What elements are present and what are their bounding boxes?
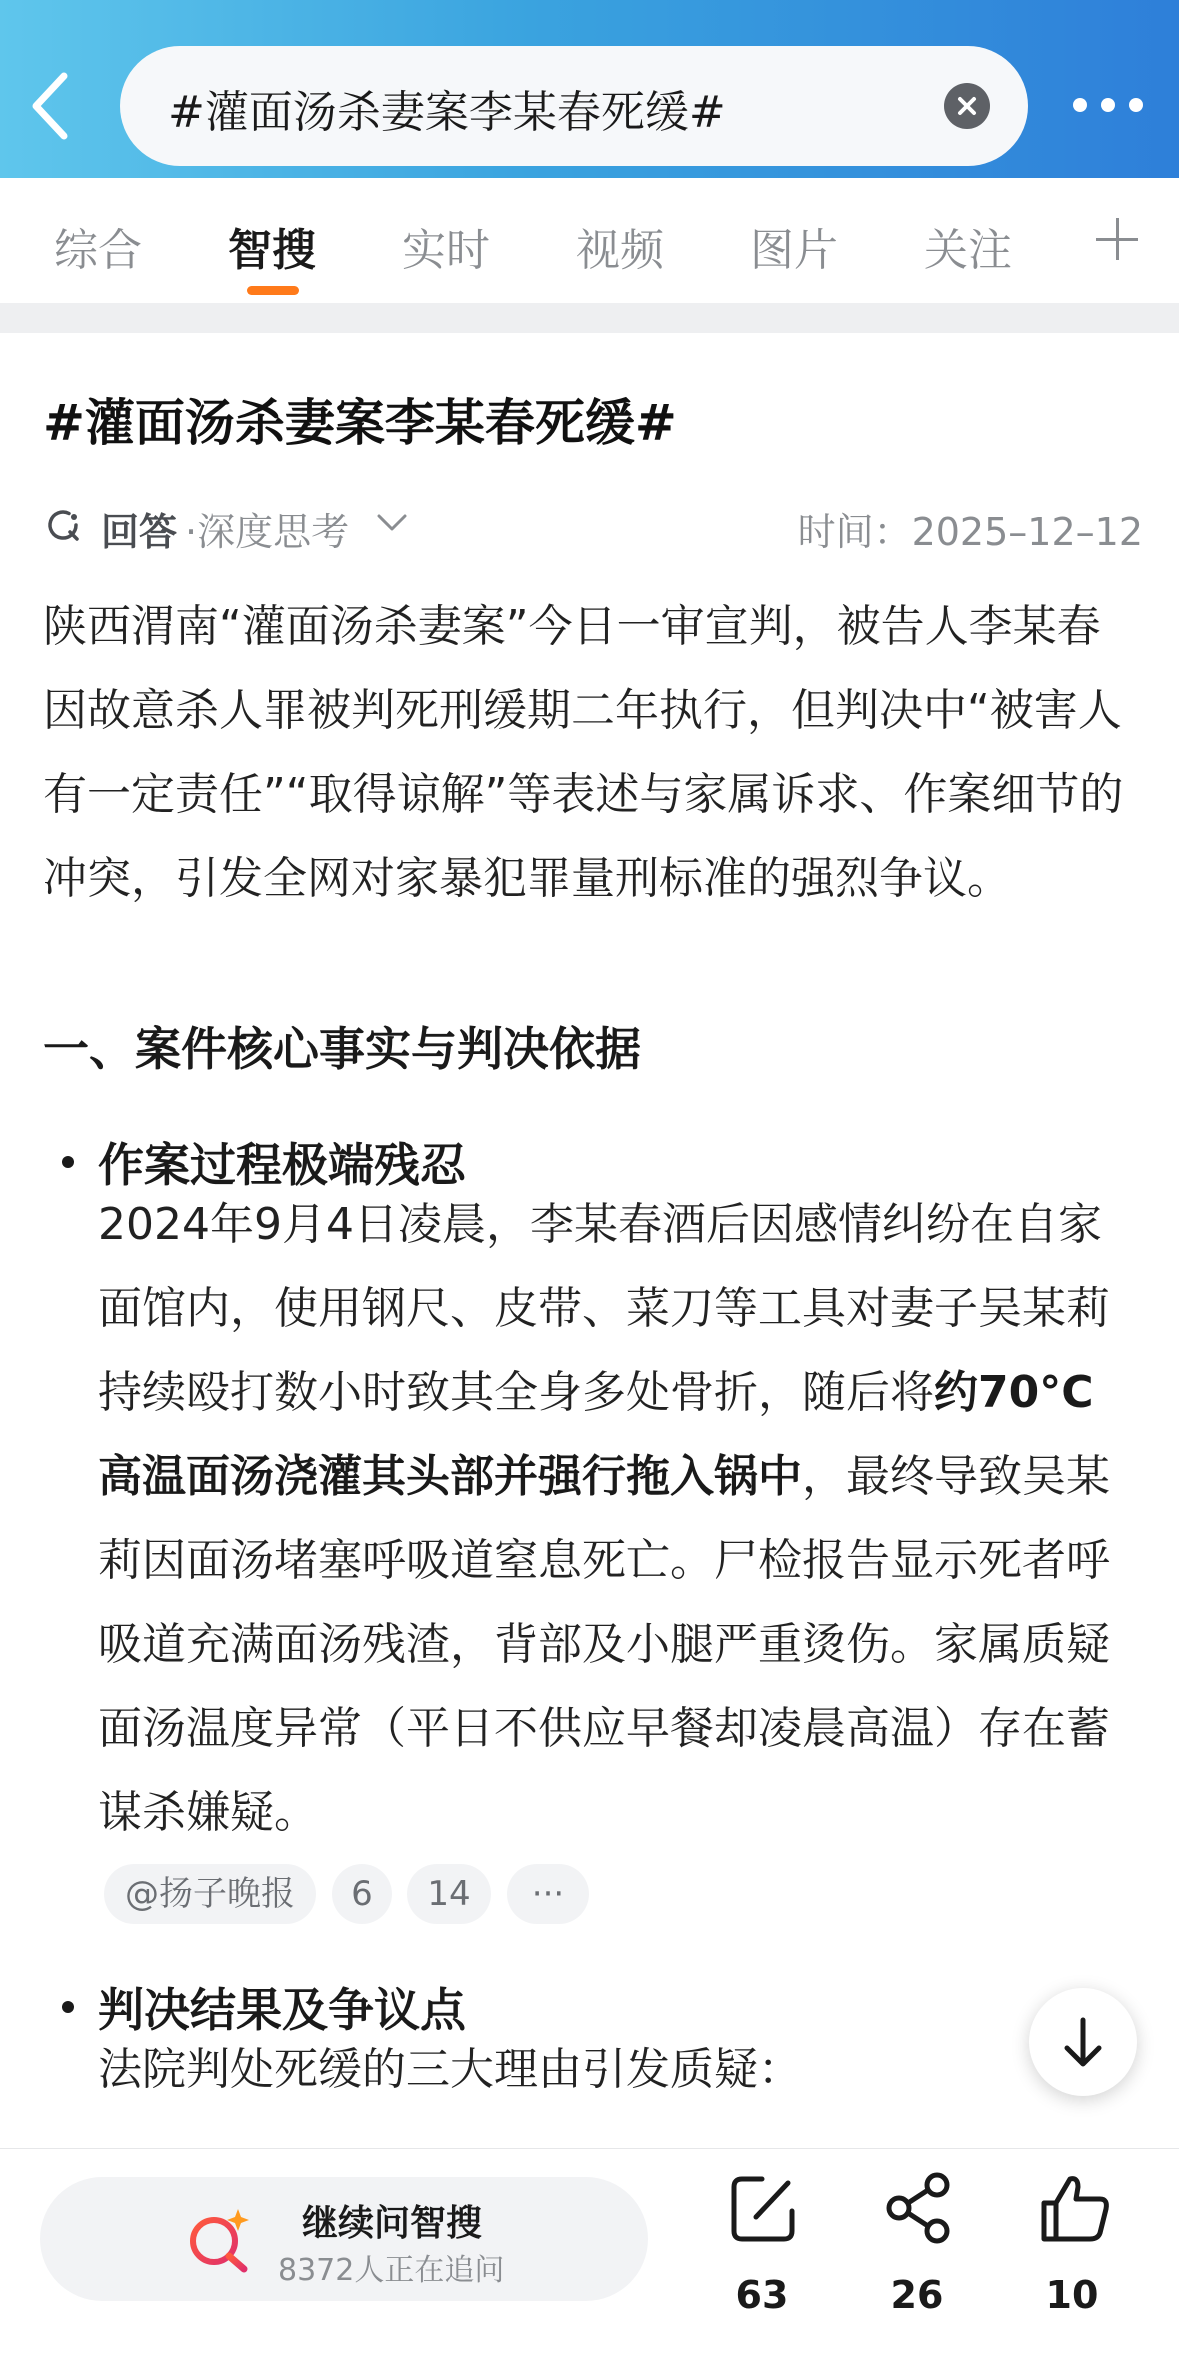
clear-button[interactable]: [944, 83, 990, 129]
clear-circle-icon: [944, 83, 990, 129]
reference-count-chip[interactable]: 14: [407, 1864, 491, 1924]
tab-images[interactable]: 图片: [750, 225, 838, 276]
followers-asking-count: 8372人正在追问: [278, 2253, 505, 2288]
tab-video[interactable]: 视频: [576, 225, 664, 276]
continue-ask-button[interactable]: [40, 2177, 648, 2301]
like-button[interactable]: [1012, 2171, 1132, 2341]
answer-timestamp: 时间：2025–12–12: [797, 510, 1143, 554]
thumbs-up-icon: [1038, 2171, 1112, 2245]
section-heading: 一、案件核心事实与判决依据: [43, 1022, 641, 1076]
reference-count-chip[interactable]: 6: [332, 1864, 392, 1924]
more-dots-icon: [1073, 98, 1087, 112]
search-box[interactable]: [120, 46, 1028, 166]
share-icon: [883, 2171, 955, 2245]
chevron-left-icon: [22, 66, 82, 146]
like-count: 10: [1045, 2273, 1099, 2317]
continue-ask-label: 继续问智搜: [302, 2203, 483, 2244]
bullet-title: 判决结果及争议点: [98, 1983, 466, 2037]
bullet-title: 作案过程极端残忍: [98, 1138, 466, 1192]
more-dot: [1129, 98, 1143, 112]
bottom-action-bar: [0, 2148, 1179, 2361]
more-sources-chip[interactable]: ···: [507, 1864, 589, 1924]
bullet-dot: [62, 1156, 74, 1168]
bullet-dot: [62, 2001, 74, 2013]
deep-thinking-toggle[interactable]: ·深度思考: [185, 510, 350, 554]
bullet-body: [98, 1183, 1133, 1855]
chevron-down-icon[interactable]: [375, 511, 409, 535]
bullet-body: 法院判处死缓的三大理由引发质疑：: [98, 2044, 802, 2095]
bullet-body-text: ，最终导致吴某莉因面汤堵塞呼吸道窒息死亡。尸检报告显示死者呼吸道充满面汤残渣，背部及小腿严重烫伤。家属质疑面汤温度异常（平日不供应早餐却凌晨高温）存在蓄谋杀嫌疑。: [98, 1451, 1110, 1838]
divider-band: [0, 303, 1179, 333]
edit-comment-icon: [728, 2171, 798, 2245]
back-button[interactable]: [22, 66, 82, 146]
tab-comprehensive[interactable]: 综合: [54, 225, 142, 276]
bullet-body-text: 2024年9月4日凌晨，李某春酒后因感情纠纷在自家面馆内，使用钢尺、皮带、菜刀等工具对妻子吴某莉持续殴打数小时致其全身多处骨折，随后将: [98, 1199, 1110, 1418]
add-tab-plus-icon[interactable]: [1096, 218, 1138, 260]
more-button[interactable]: [1073, 98, 1143, 114]
answer-label: 回答: [101, 510, 178, 554]
share-button[interactable]: [857, 2171, 977, 2341]
answer-meta-row: [43, 497, 1143, 557]
share-count: 26: [890, 2273, 944, 2317]
topic-title[interactable]: #灌面汤杀妻案李某春死缓#: [43, 394, 677, 452]
refresh-icon: [43, 505, 83, 545]
search-query-text[interactable]: #灌面汤杀妻案李某春死缓#: [168, 87, 726, 138]
smart-search-icon: [184, 2205, 254, 2275]
comment-count: 63: [735, 2273, 789, 2317]
more-dot: [1101, 98, 1115, 112]
tab-following[interactable]: 关注: [924, 225, 1012, 276]
scroll-down-button[interactable]: [1029, 1988, 1137, 2096]
bullet-body-highlight: 约70°C高温面汤浇灌其头部并强行拖入锅中: [98, 1367, 1094, 1502]
source-chip[interactable]: @扬子晚报: [104, 1864, 316, 1924]
tab-realtime[interactable]: 实时: [402, 225, 490, 276]
arrow-down-icon: [1029, 1988, 1137, 2096]
tab-bar: [0, 178, 1179, 303]
answer-content: [0, 333, 1179, 2148]
comment-button[interactable]: [702, 2171, 822, 2341]
intro-paragraph: 陕西渭南“灌面汤杀妻案”今日一审宣判，被告人李某春因故意杀人罪被判死刑缓期二年执行，但判决中“被害人有一定责任”“取得谅解”等表述与家属诉求、作案细节的冲突，引发全网对家暴犯罪量刑标准的强烈争议。: [43, 601, 1124, 904]
active-tab-indicator: [247, 286, 299, 295]
top-header: [0, 0, 1179, 178]
source-chips: [104, 1864, 804, 1924]
tab-smart-search[interactable]: 智搜: [228, 225, 316, 276]
